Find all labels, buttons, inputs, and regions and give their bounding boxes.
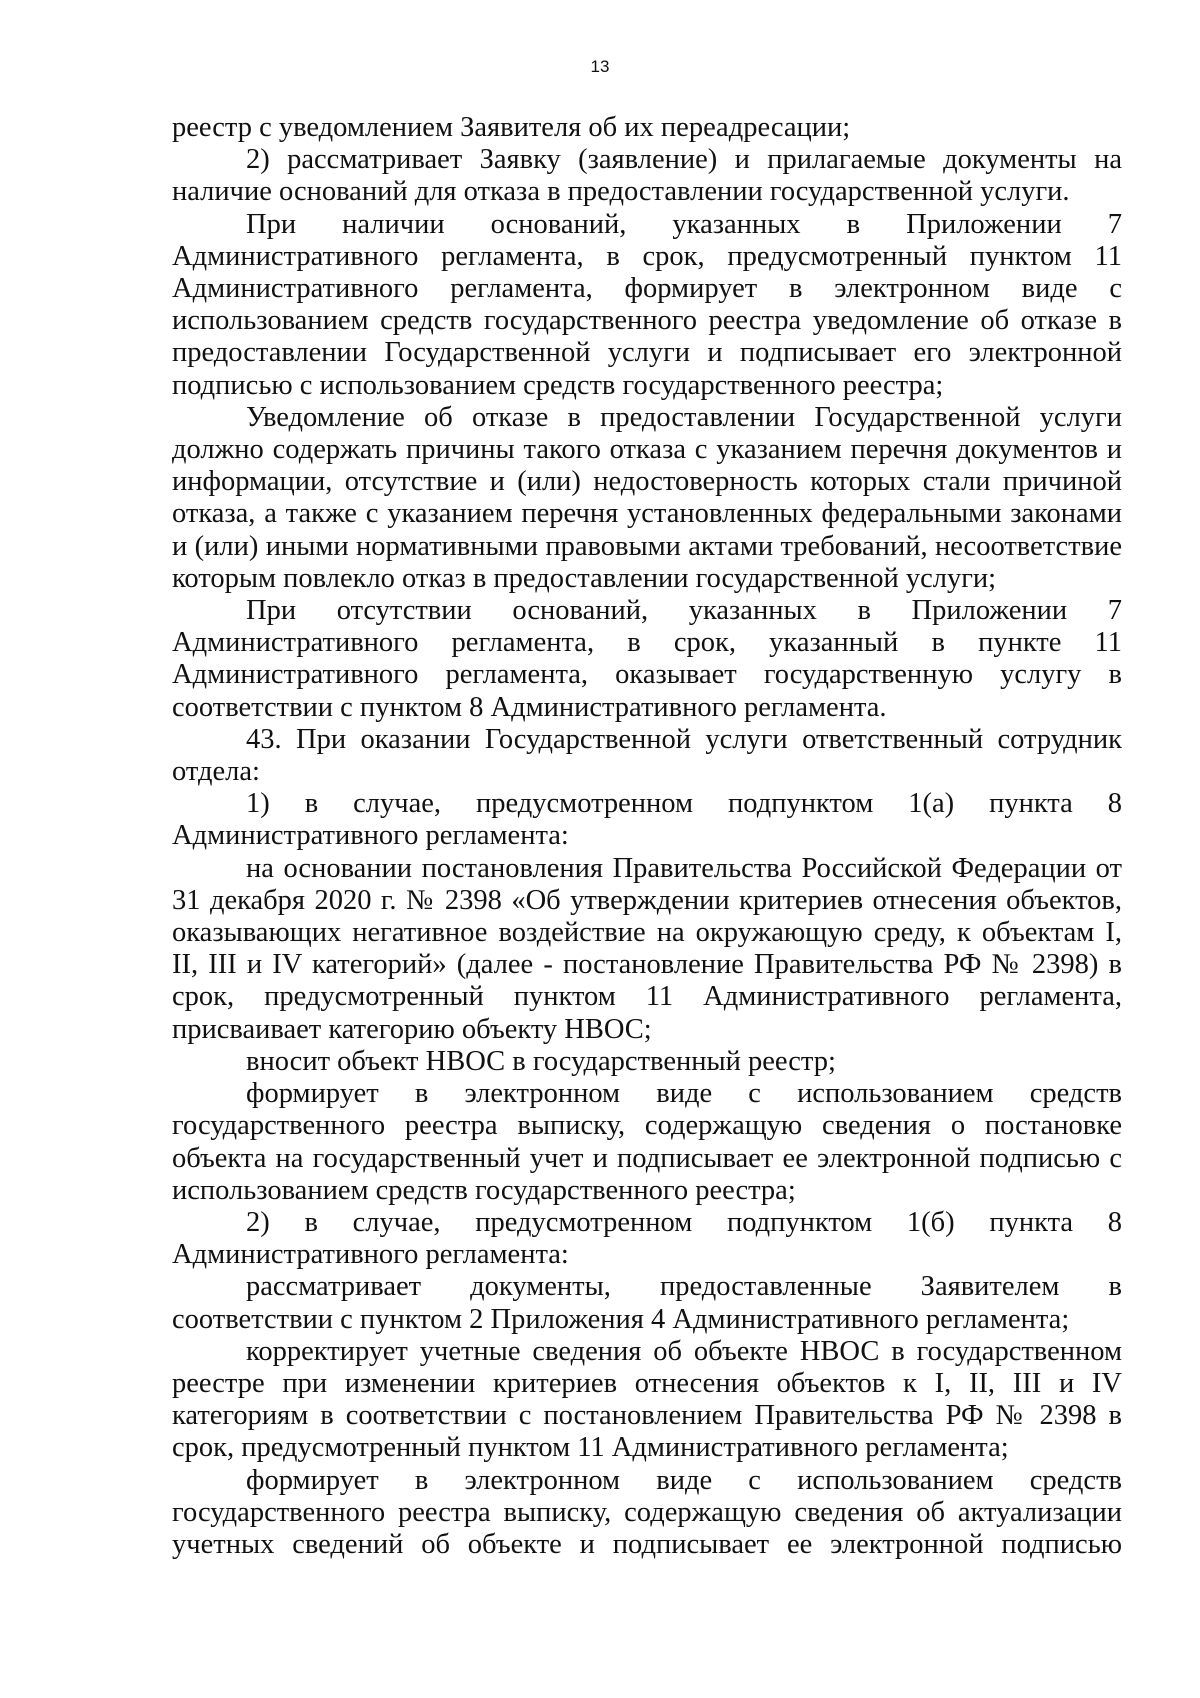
paragraph-section-43: 43. При оказании Государственной услуги ответственный сотрудник отдела: (172, 723, 1122, 788)
paragraph-case-1b: 2) в случае, предусмотренном подпунктом 1(б) пункта 8 Административного регламента: (172, 1206, 1122, 1271)
paragraph-item-2-review: 2) рассматривает Заявку (заявление) и прилагаемые документы на наличие оснований для отказа в предоставлении государственной услуги. (172, 144, 1122, 208)
paragraph-no-refusal-grounds: При отсутствии оснований, указанных в Приложении 7 Административного регламента, в срок, указанный в пункте 11 Административного регламента, оказывает государственную услугу в соответствии с пунктом 8 Административного регламента. (172, 595, 1122, 723)
paragraph-refusal-notice: Уведомление об отказе в предоставлении Государственной услуги должно содержать причины такого отказа с указанием перечня документов и информации, отсутствие и (или) недостоверность которых стали причиной отказа, а также с указанием перечня установленных федеральными законами и (или) иными нормативными правовыми актами требований, несоответствие которым повлекло отказ в предоставлении государственной услуги; (172, 401, 1122, 594)
paragraph-document-review: рассматривает документы, предоставленные Заявителем в соответствии с пунктом 2 Приложения 4 Административного регламента; (172, 1271, 1122, 1335)
paragraph-case-1a: 1) в случае, предусмотренном подпунктом 1(а) пункта 8 Административного регламента: (172, 788, 1122, 852)
paragraph-continuation: реестр с уведомлением Заявителя об их переадресации; (172, 112, 851, 143)
paragraph-category-assignment: на основании постановления Правительства Российской Федерации от 31 декабря 2020 г. № 2398 «Об утверждении критериев отнесения объектов, оказывающих негативное воздействие на окружающую среду, к объектам I, II, III и IV категорий» (далее - постановление Правительства РФ № 2398) в срок, предусмотренный пунктом 11 Административного регламента, присваивает категорию объекту НВОС; (172, 852, 1122, 1045)
paragraph-record-correction: корректирует учетные сведения об объекте НВОС в государственном реестре при изменении критериев отнесения объектов к I, II, III и IV категориям в соответствии с постановлением Правительства РФ № 2398 в срок, предусмотренный пунктом 11 Административного регламента; (172, 1335, 1122, 1464)
page-number: 13 (590, 57, 610, 76)
paragraph-update-extract: формирует в электронном виде с использованием средств государственного реестра выписку, содержащую сведения об актуализации учетных сведений об объекте и подписывает ее электронной подписью (172, 1464, 1122, 1560)
paragraph-registration-extract: формирует в электронном виде с использованием средств государственного реестра выписку, содержащую сведения о постановке объекта на государственный учет и подписывает ее электронной подписью с использованием средств государственного реестра; (172, 1078, 1122, 1206)
document-body (172, 112, 1122, 1561)
paragraph-refusal-grounds: При наличии оснований, указанных в Приложении 7 Административного регламента, в срок, предусмотренный пунктом 11 Административного регламента, формирует в электронном виде с использованием средств государственного реестра уведомление об отказе в предоставлении Государственной услуги и подписывает его электронной подписью с использованием средств государственного реестра; (172, 208, 1122, 401)
paragraph-register-entry: вносит объект НВОС в государственный реестр; (246, 1045, 836, 1077)
